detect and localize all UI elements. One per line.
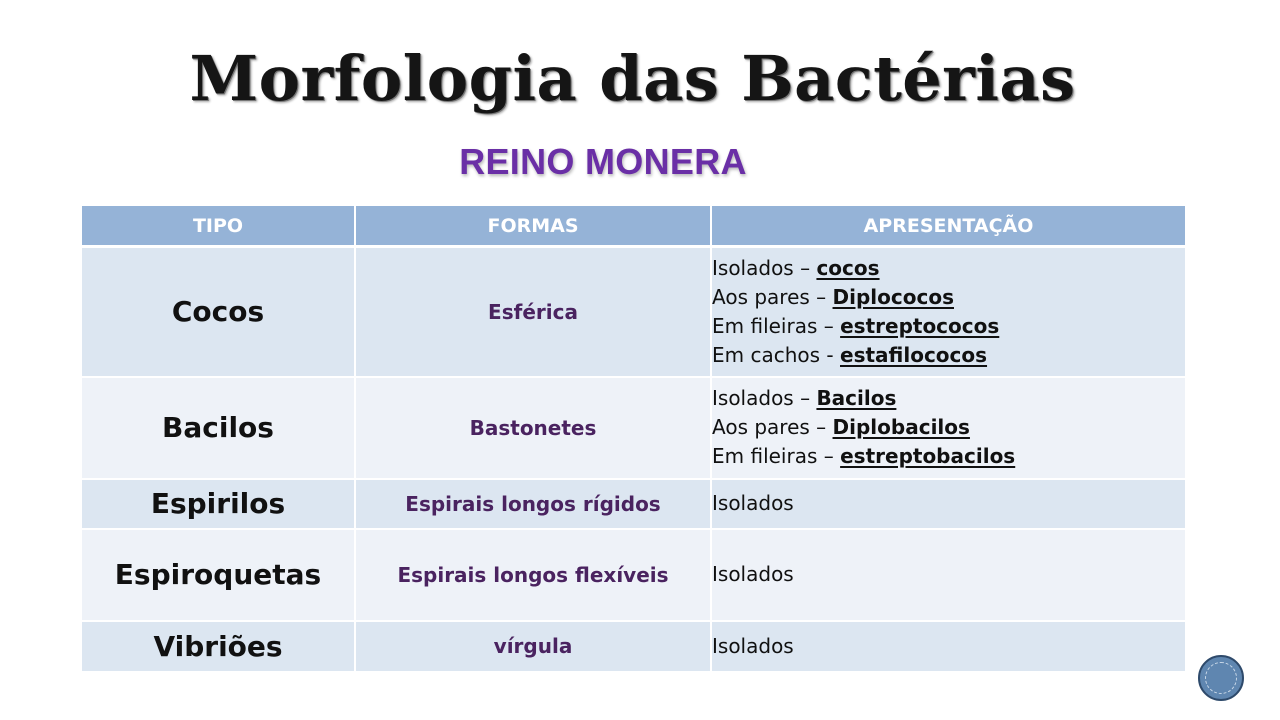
apresentacao-line — [712, 560, 1185, 589]
apresentacao-term: estreptobacilos — [840, 444, 1016, 468]
row-apresentacao — [711, 479, 1185, 529]
apresentacao-prefix: Isolados — [712, 562, 794, 586]
table-header-row — [82, 206, 1185, 247]
apresentacao-term: Bacilos — [816, 386, 897, 410]
apresentacao-line — [712, 442, 1185, 471]
apresentacao-term: cocos — [816, 255, 880, 280]
table-row — [82, 479, 1185, 529]
nav-circle-inner — [1205, 662, 1237, 694]
table-row — [82, 247, 1185, 377]
apresentacao-prefix: Em fileiras – — [712, 444, 841, 468]
apresentacao-line — [712, 489, 1185, 518]
apresentacao-term: estreptococos — [840, 313, 1000, 338]
apresentacao-line — [712, 341, 1185, 370]
row-forma: vírgula — [355, 621, 711, 671]
row-forma: Espirais longos rígidos — [355, 479, 711, 529]
table-row — [82, 621, 1185, 671]
row-apresentacao — [711, 621, 1185, 671]
apresentacao-line — [712, 254, 1185, 283]
apresentacao-prefix: Aos pares – — [712, 284, 833, 309]
row-forma: Espirais longos flexíveis — [355, 529, 711, 621]
row-forma: Esférica — [355, 247, 711, 377]
row-apresentacao — [711, 529, 1185, 621]
apresentacao-prefix: Isolados — [712, 633, 794, 658]
apresentacao-prefix: Isolados – — [712, 255, 817, 280]
header-tipo: TIPO — [82, 206, 355, 247]
header-formas: FORMAS — [355, 206, 711, 247]
apresentacao-prefix: Isolados – — [712, 386, 817, 410]
apresentacao-prefix: Aos pares – — [712, 415, 833, 439]
apresentacao-prefix: Em fileiras – — [712, 313, 841, 338]
apresentacao-line — [712, 384, 1185, 413]
apresentacao-line — [712, 632, 1185, 661]
row-tipo: Espiroquetas — [82, 529, 355, 621]
table-row — [82, 377, 1185, 479]
slide-title: Morfologia das Bactérias — [189, 42, 1076, 115]
apresentacao-prefix: Em cachos - — [712, 342, 840, 367]
header-apresentacao: APRESENTAÇÃO — [711, 206, 1185, 247]
morphology-table — [82, 206, 1185, 671]
row-apresentacao — [711, 377, 1185, 479]
apresentacao-term: Diplococos — [832, 284, 954, 309]
apresentacao-line — [712, 413, 1185, 442]
row-forma: Bastonetes — [355, 377, 711, 479]
slide-subtitle: REINO MONERA — [459, 141, 747, 182]
apresentacao-line — [712, 283, 1185, 312]
row-apresentacao — [711, 247, 1185, 377]
apresentacao-line — [712, 312, 1185, 341]
row-tipo: Bacilos — [82, 377, 355, 479]
apresentacao-term: estafilococos — [840, 342, 988, 367]
slide-nav-circle-icon[interactable] — [1198, 655, 1244, 701]
row-tipo: Vibriões — [82, 621, 355, 671]
row-tipo: Cocos — [82, 247, 355, 377]
apresentacao-term: Diplobacilos — [832, 415, 970, 439]
row-tipo: Espirilos — [82, 479, 355, 529]
apresentacao-prefix: Isolados — [712, 491, 794, 515]
table-row — [82, 529, 1185, 621]
